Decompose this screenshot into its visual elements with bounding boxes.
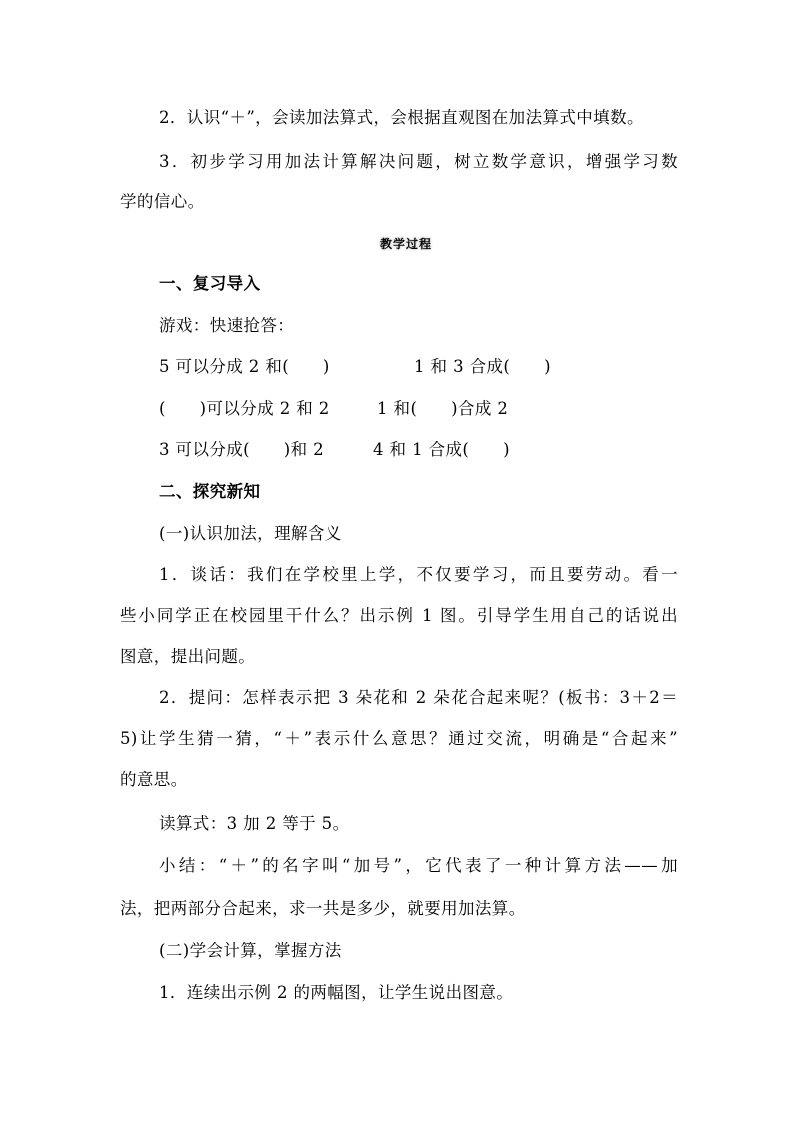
goal-item-3-line-2: 学的信心。 — [120, 192, 205, 211]
explore-part-2-heading: (二)学会计算，掌握方法 — [159, 941, 342, 960]
summary-line-2: 法，把两部分合起来，求一共是多少，就要用加法算。 — [120, 899, 526, 918]
goal-item-3-line-1: 3．初步学习用加法计算解决问题，树立数学意识，增强学习数 — [159, 152, 678, 171]
read-formula: 读算式：3 加 2 等于 5。 — [159, 814, 350, 833]
review-heading: 一、复习导入 — [159, 274, 261, 293]
explore-heading: 二、探究新知 — [159, 482, 261, 501]
quiz-row-2-left: ( )可以分成 2 和 2 — [159, 399, 330, 418]
quiz-row-1-left: 5 可以分成 2 和( ) — [159, 357, 330, 376]
talk-line-1: 1．谈话：我们在学校里上学，不仅要学习，而且要劳动。看一 — [159, 565, 678, 584]
talk-line-3: 图意，提出问题。 — [120, 647, 256, 666]
ask-line-2: 5)让学生猜一猜，“＋”表示什么意思？通过交流，明确是“合起来” — [120, 729, 678, 748]
talk-line-2: 些小同学正在校园里干什么？出示例 1 图。引导学生用自己的话说出 — [120, 606, 678, 625]
goal-item-2: 2．认识“＋”，会读加法算式，会根据直观图在加法算式中填数。 — [159, 108, 644, 127]
show-example-2: 1．连续出示例 2 的两幅图，让学生说出图意。 — [159, 983, 514, 1002]
quiz-row-3-left: 3 可以分成( )和 2 — [159, 440, 325, 459]
quiz-row-3-right: 4 和 1 合成( ) — [373, 440, 510, 459]
quiz-row-1-right: 1 和 3 合成( ) — [414, 357, 551, 376]
ask-line-3: 的意思。 — [120, 770, 188, 789]
section-title-teaching-process: 教学过程 — [379, 237, 432, 251]
quiz-row-2-right: 1 和( )合成 2 — [377, 399, 509, 418]
review-game-label: 游戏：快速抢答： — [159, 316, 295, 335]
summary-line-1: 小结：“＋”的名字叫“加号”，它代表了一种计算方法——加 — [159, 856, 678, 875]
explore-part-1-heading: (一)认识加法，理解含义 — [159, 524, 342, 543]
ask-line-1: 2．提问：怎样表示把 3 朵花和 2 朵花合起来呢？(板书：3＋2＝ — [159, 688, 678, 707]
